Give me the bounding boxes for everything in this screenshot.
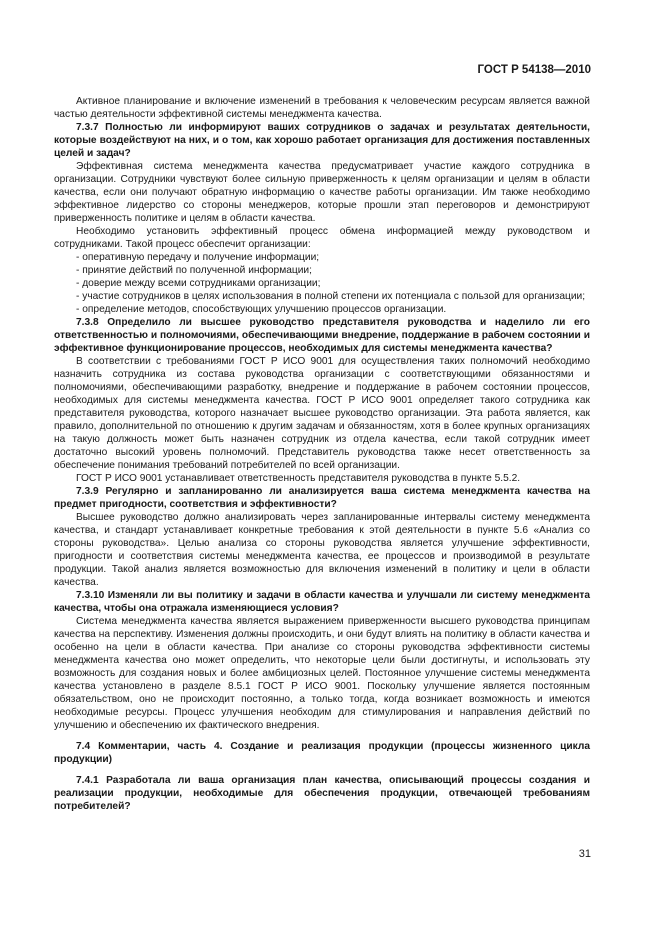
list-item: - определение методов, способствующих улучшению процессов организации. xyxy=(76,304,447,315)
document-body xyxy=(54,95,590,813)
section-heading: 7.3.8 Определило ли высшее руководство представителя руководства и наделило ли его ответственностью и полномочиями, обеспечивающими внедрение, поддержание в рабочем состоянии и эффективное функционирование процессов, необходимых для системы менеджмента качества? xyxy=(54,317,590,354)
list-item: - оперативную передачу и получение информации; xyxy=(76,252,320,263)
list-item: - принятие действий по полученной информации; xyxy=(76,265,312,276)
paragraph: Активное планирование и включение изменений в требования к человеческим ресурсам является важной частью деятельности эффективной системы менеджмента качества. xyxy=(54,96,590,120)
section-heading: 7.3.10 Изменяли ли вы политику и задачи в области качества и улучшали ли систему менеджмента качества, чтобы она отражала изменяющиеся условия? xyxy=(54,590,590,614)
paragraph: В соответствии с требованиями ГОСТ Р ИСО 9001 для осуществления таких полномочий необходимо назначить сотрудника из состава руководства организации с соответствующими обязанностями и полномочиями, обеспечивающими разработку, внедрение и поддержание в рабочем состоянии процессов, необходимых для системы менеджмента качества. ГОСТ Р ИСО 9001 определяет такого сотрудника как представителя руководства, которого назначает высшее руководство организации. Эта работа является, как правило, дополнительной по отношению к другим задачам и обязанностям, хотя в более крупных организациях на такую должность может быть назначен сотрудник из отдела качества, если такой сотрудник имеет достаточно высокий уровень полномочий. Представитель руководства также несет ответственность за обеспечение понимания требований потребителей по всей организации. xyxy=(54,356,590,471)
paragraph: Система менеджмента качества является выражением приверженности высшего руководства принципам качества на перспективу. Изменения должны происходить, и они будут влиять на политику в области качества и особенно на цели в области качества. При анализе со стороны руководства эффективности системы менеджмента качества оно может определить, что некоторые цели были достигнуты, и использовать эту возможность для создания новых и более амбициозных целей. Постоянное улучшение системы менеджмента качества установлено в разделе 8.5.1 ГОСТ Р ИСО 9001. Поскольку улучшение является постоянным обязательством, оно не происходит постоянно, а только тогда, когда возникает возможность и имеются необходимые ресурсы. Процесс улучшения необходим для стимулирования и направления действий по улучшению и обеспечению их фактического внедрения. xyxy=(54,616,590,731)
paragraph: Высшее руководство должно анализировать через запланированные интервалы систему менеджмента качества, и стандарт устанавливает конкретные требования к этой деятельности в пункте 5.6 «Анализ со стороны руководства». Целью анализа со стороны руководства является улучшение эффективности, пригодности и соответствия системы менеджмента качества, ее процессов и производимой в результате продукции. Такой анализ является возможностью для включения изменений в политику и цели в области качества. xyxy=(54,512,590,588)
list-item: - участие сотрудников в целях использования в полной степени их потенциала с пользой для организации; xyxy=(76,291,586,302)
standard-title: ГОСТ Р 54138—2010 xyxy=(477,64,591,76)
section-heading: 7.4 Комментарии, часть 4. Создание и реализация продукции (процессы жизненного цикла продукции) xyxy=(54,741,590,765)
section-heading: 7.4.1 Разработала ли ваша организация план качества, описывающий процессы создания и реализации продукции, необходимые для обеспечения продукции, отвечающей требованиям потребителей? xyxy=(54,775,590,812)
section-heading: 7.3.7 Полностью ли информируют ваших сотрудников о задачах и результатах деятельности, которые воздействуют на них, и о том, как хорошо работает организация для достижения поставленных целей и задач? xyxy=(54,122,590,159)
paragraph: Эффективная система менеджмента качества предусматривает участие каждого сотрудника в организации. Сотрудники чувствуют более сильную приверженность к целям организации и целям в области качества, если они получают обратную информацию о качестве работы организации. Им также необходимо эффективное лидерство со стороны менеджеров, которые прошли этап переговоров и демонстрируют приверженность политике и целям в области качества. xyxy=(54,161,590,224)
paragraph: ГОСТ Р ИСО 9001 устанавливает ответственность представителя руководства в пункте 5.5.2. xyxy=(76,473,521,484)
page-number: 31 xyxy=(578,848,591,860)
paragraph: Необходимо установить эффективный процесс обмена информацией между руководством и сотрудниками. Такой процесс обеспечит организации: xyxy=(54,226,590,250)
list-item: - доверие между всеми сотрудниками организации; xyxy=(76,278,321,289)
section-heading: 7.3.9 Регулярно и запланированно ли анализируется ваша система менеджмента качества на предмет пригодности, соответствия и эффективности? xyxy=(54,486,590,510)
